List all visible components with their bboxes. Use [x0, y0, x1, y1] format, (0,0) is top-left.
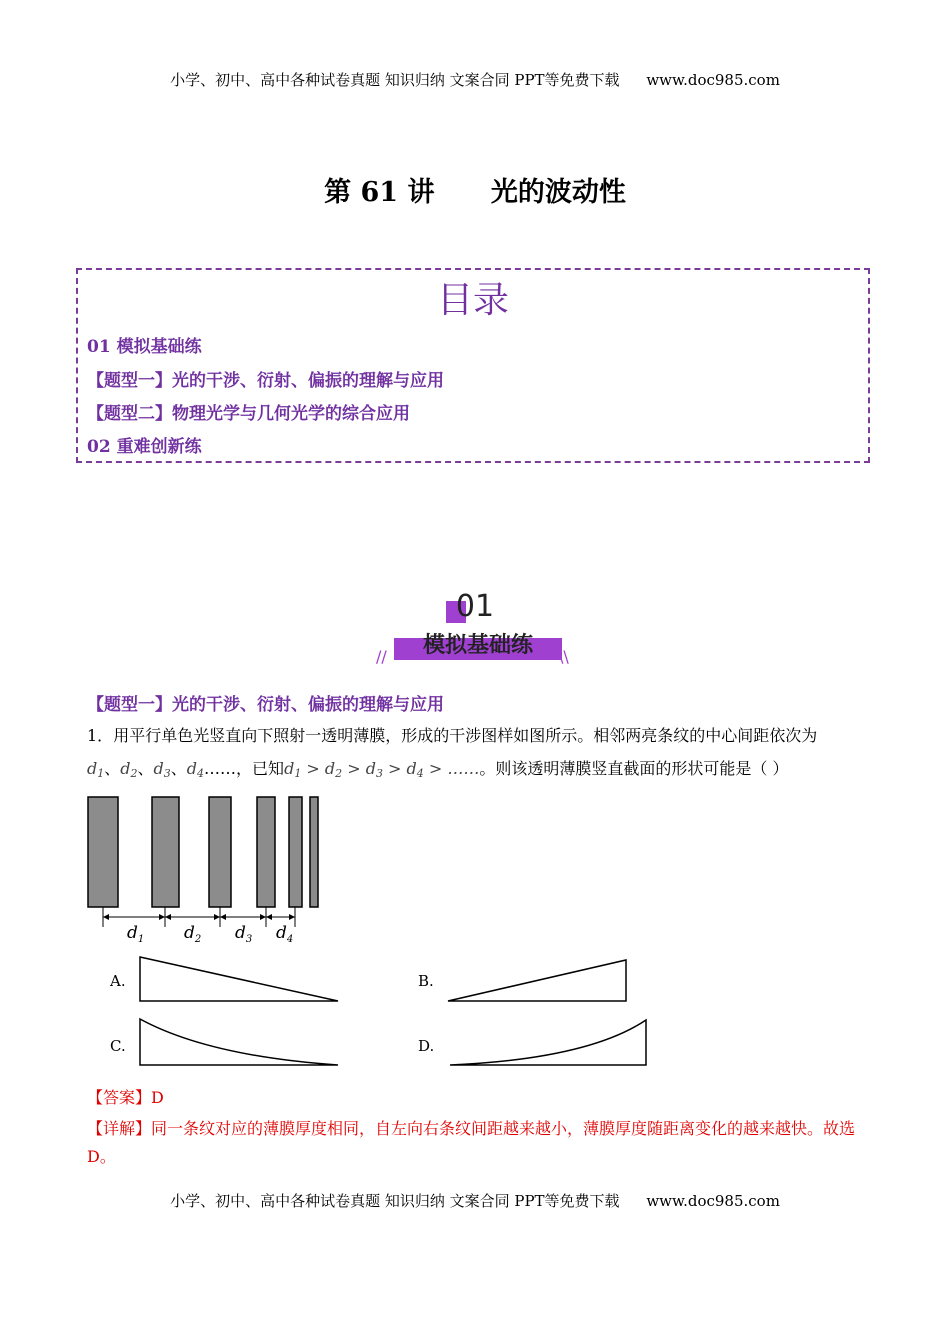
fringe-bar — [310, 797, 318, 907]
option-b-shape[interactable] — [446, 958, 630, 1004]
explanation-label: 【详解】 — [87, 1119, 152, 1138]
badge-slash-right: \\ — [558, 647, 569, 666]
fig-label-d3: $d_3$ — [235, 923, 253, 945]
fringe-bar — [289, 797, 302, 907]
option-c-label[interactable]: C. — [110, 1037, 126, 1055]
footer-text: 小学、初中、高中各种试卷真题 知识归纳 文案合同 PPT等免费下载 — [170, 1192, 620, 1210]
toc-item[interactable]: 01 模拟基础练 — [87, 337, 202, 357]
question-text: 用平行单色光竖直向下照射一透明薄膜，形成的干涉图样如图所示。相邻两亮条纹的中心间距依次为 — [113, 726, 818, 745]
toc-item[interactable]: 【题型一】光的干涉、衍射、偏振的理解与应用 — [87, 371, 444, 391]
fringe-bar — [152, 797, 179, 907]
question-line-2: $d_1$、$d_2$、$d_3$、$d_4\dots\dots$，已知$d_1 > d_2 > d_3 > d_4$ > ……。则该透明薄膜竖直截面的形状可能是（ ） — [87, 759, 789, 780]
answer-value: D — [151, 1088, 164, 1107]
section-heading: 【题型一】光的干涉、衍射、偏振的理解与应用 — [87, 695, 444, 715]
option-b-label[interactable]: B. — [418, 972, 434, 990]
d-item: $d_2$ — [120, 759, 138, 780]
option-a-shape[interactable] — [138, 955, 340, 1003]
known-suffix: 。则该透明薄膜竖直截面的形状可能是（ ） — [479, 759, 789, 778]
page-title: 第 61 讲 光的波动性 — [324, 177, 626, 208]
d-item: $d_1$ — [87, 759, 105, 780]
answer — [87, 1085, 164, 1108]
page-footer — [0, 1190, 950, 1211]
toc-box — [76, 268, 870, 463]
header-text: 小学、初中、高中各种试卷真题 知识归纳 文案合同 PPT等免费下载 — [170, 71, 620, 89]
fig-label-d4: $d_4$ — [276, 923, 294, 945]
option-a-label[interactable]: A. — [110, 972, 126, 990]
option-d-label[interactable]: D. — [418, 1037, 435, 1055]
toc-item[interactable]: 02 重难创新练 — [87, 437, 202, 457]
known-relation: $d_1 > d_2 > d_3 > d_4$ > …… — [284, 759, 480, 780]
page-header — [0, 69, 950, 90]
header-url[interactable]: www.doc985.com — [646, 71, 780, 89]
d-item: $d_4$ — [186, 759, 205, 780]
question-line-1 — [87, 723, 817, 746]
badge-slash-left: // — [376, 647, 387, 666]
badge-number: 01 — [455, 589, 495, 624]
footer-url[interactable]: www.doc985.com — [646, 1192, 780, 1210]
badge-label: 模拟基础练 — [422, 633, 534, 658]
fringe-bar — [209, 797, 231, 907]
d-item: $d_3$ — [153, 759, 171, 780]
section-badge — [376, 588, 580, 668]
toc-item[interactable]: 【题型二】物理光学与几何光学的综合应用 — [87, 404, 410, 424]
answer-label: 【答案】 — [87, 1088, 152, 1107]
option-c-shape[interactable] — [138, 1016, 340, 1068]
explanation-text: 同一条纹对应的薄膜厚度相同，自左向右条纹间距越来越小，薄膜厚度随距离变化的越来越快。故选 D。 — [87, 1119, 856, 1166]
fig-label-d2: $d_2$ — [184, 923, 202, 945]
toc-heading: 目录 — [436, 280, 509, 321]
interference-figure — [85, 792, 330, 947]
option-d-shape[interactable] — [448, 1017, 650, 1068]
fringe-bar — [257, 797, 275, 907]
fringe-bar — [88, 797, 118, 907]
question-number: 1． — [87, 726, 114, 745]
fig-label-d1: $d_1$ — [127, 923, 145, 945]
explanation — [87, 1115, 867, 1171]
known-prefix: ……，已知 — [204, 759, 285, 778]
